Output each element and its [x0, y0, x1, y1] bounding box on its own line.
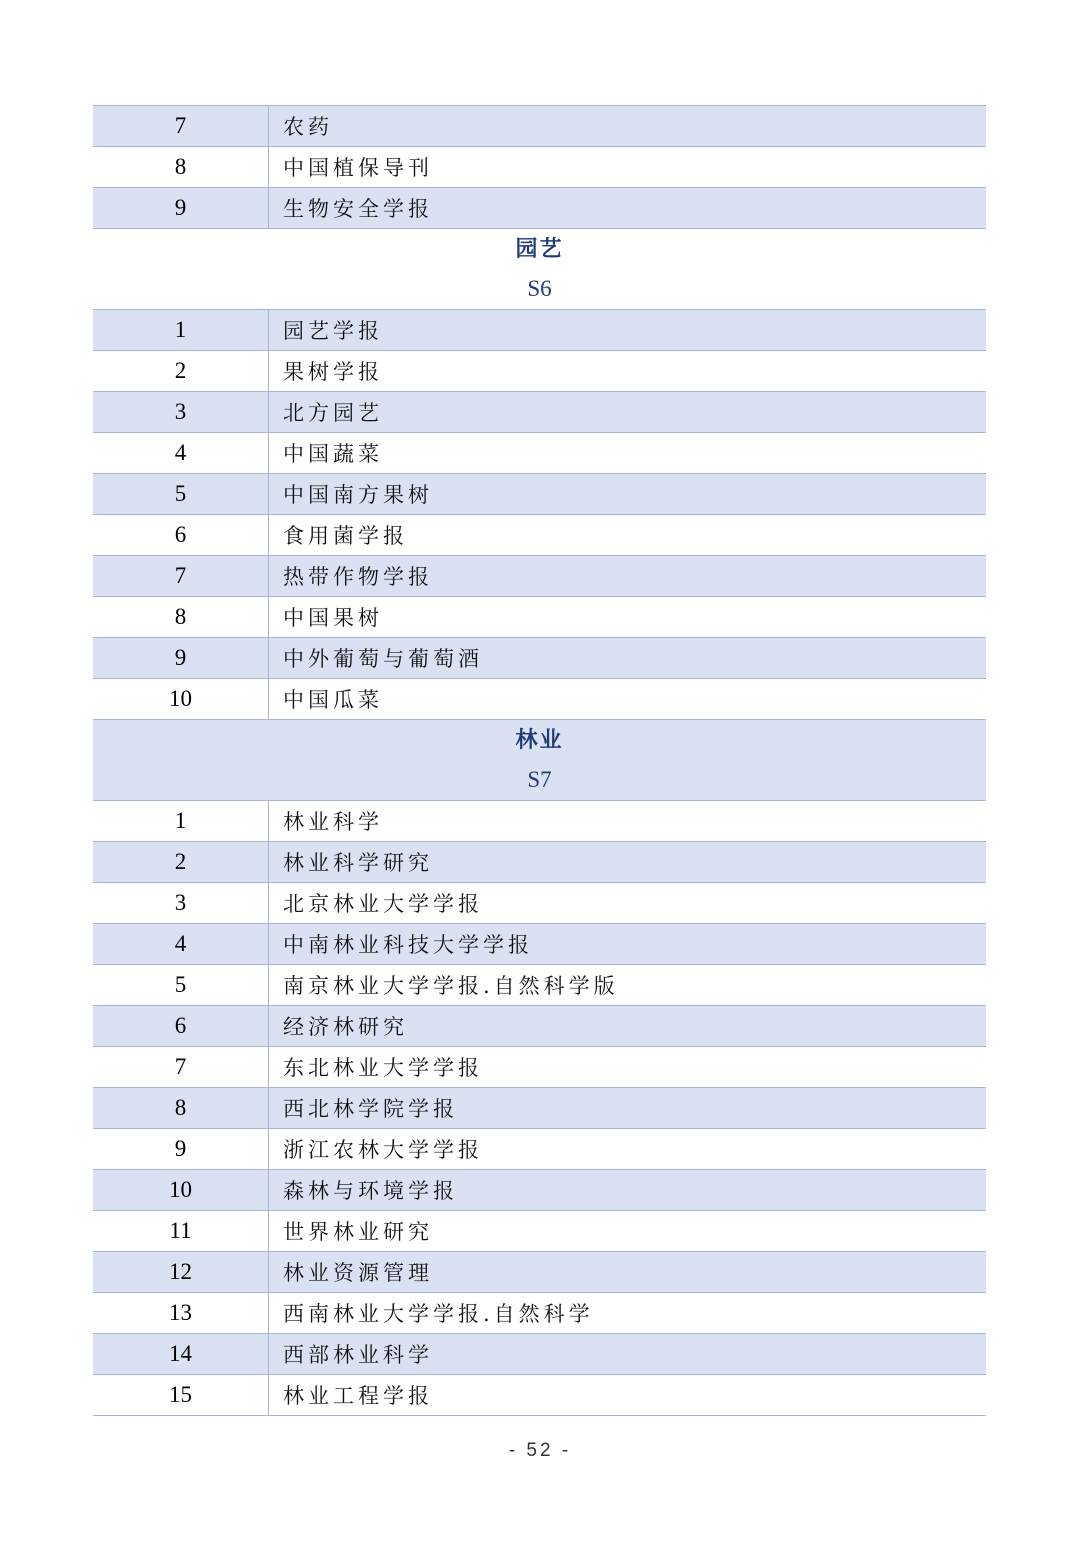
journal-name: 林业科学 [283, 810, 383, 834]
section-header-s6 [93, 229, 986, 310]
table-row [93, 474, 986, 515]
row-number: 8 [93, 147, 269, 187]
table-row [93, 433, 986, 474]
page-number: - 52 - [508, 1440, 572, 1461]
row-number: 15 [93, 1375, 269, 1415]
section-code: S6 [527, 276, 552, 301]
journal-name: 林业科学研究 [283, 851, 433, 875]
journal-name: 园艺学报 [283, 319, 383, 343]
row-number: 7 [93, 556, 269, 596]
journal-name: 中南林业科技大学学报 [283, 933, 533, 957]
table-row [93, 310, 986, 351]
journal-name: 林业资源管理 [283, 1261, 433, 1285]
journal-name: 林业工程学报 [283, 1384, 433, 1408]
section-title: 林业 [515, 727, 564, 753]
row-number: 7 [93, 106, 269, 146]
journal-name: 中国瓜菜 [283, 688, 383, 712]
row-number: 3 [93, 883, 269, 923]
table-row [93, 638, 986, 679]
row-number: 10 [93, 679, 269, 719]
table-row [93, 1375, 986, 1416]
journal-name: 世界林业研究 [283, 1220, 433, 1244]
table-row [93, 392, 986, 433]
journal-name: 西南林业大学学报.自然科学 [283, 1302, 594, 1326]
table-row [93, 1129, 986, 1170]
journal-name: 中国蔬菜 [283, 442, 383, 466]
row-number: 6 [93, 1006, 269, 1046]
journal-name: 经济林研究 [283, 1015, 408, 1039]
journal-name: 中国植保导刊 [283, 156, 433, 180]
row-number: 10 [93, 1170, 269, 1210]
table-row [93, 965, 986, 1006]
journal-name: 果树学报 [283, 360, 383, 384]
journal-name: 东北林业大学学报 [283, 1056, 483, 1080]
journal-name: 农药 [283, 115, 333, 139]
table-row [93, 924, 986, 965]
table-row [93, 1252, 986, 1293]
row-number: 1 [93, 801, 269, 841]
row-number: 13 [93, 1293, 269, 1333]
table-row [93, 1088, 986, 1129]
row-number: 9 [93, 1129, 269, 1169]
row-number: 4 [93, 924, 269, 964]
journal-name: 北京林业大学学报 [283, 892, 483, 916]
row-number: 5 [93, 474, 269, 514]
table-row [93, 556, 986, 597]
section-title: 园艺 [515, 236, 564, 262]
journal-name: 浙江农林大学学报 [283, 1138, 483, 1162]
row-number: 8 [93, 597, 269, 637]
row-number: 11 [93, 1211, 269, 1251]
table-row [93, 188, 986, 229]
journal-name: 中国果树 [283, 606, 383, 630]
journal-name: 北方园艺 [283, 401, 383, 425]
journal-table [93, 105, 986, 1416]
table-row [93, 1293, 986, 1334]
table-row [93, 1211, 986, 1252]
journal-name: 西北林学院学报 [283, 1097, 458, 1121]
section-header-s7 [93, 720, 986, 801]
row-number: 3 [93, 392, 269, 432]
table-row [93, 515, 986, 556]
table-row [93, 597, 986, 638]
table-row [93, 842, 986, 883]
table-row [93, 801, 986, 842]
row-number: 9 [93, 188, 269, 228]
journal-name: 食用菌学报 [283, 524, 408, 548]
row-number: 2 [93, 842, 269, 882]
journal-name: 中外葡萄与葡萄酒 [283, 647, 483, 671]
table-row [93, 679, 986, 720]
table-row [93, 883, 986, 924]
table-row [93, 147, 986, 188]
journal-name: 中国南方果树 [283, 483, 433, 507]
row-number: 14 [93, 1334, 269, 1374]
journal-name: 生物安全学报 [283, 197, 433, 221]
table-row [93, 1334, 986, 1375]
row-number: 4 [93, 433, 269, 473]
row-number: 8 [93, 1088, 269, 1128]
row-number: 6 [93, 515, 269, 555]
row-number: 2 [93, 351, 269, 391]
journal-name: 森林与环境学报 [283, 1179, 458, 1203]
table-row [93, 1047, 986, 1088]
journal-name: 热带作物学报 [283, 565, 433, 589]
section-code: S7 [527, 767, 552, 792]
row-number: 5 [93, 965, 269, 1005]
table-row [93, 1006, 986, 1047]
row-number: 12 [93, 1252, 269, 1292]
table-row [93, 351, 986, 392]
table-row [93, 1170, 986, 1211]
row-number: 7 [93, 1047, 269, 1087]
row-number: 9 [93, 638, 269, 678]
row-number: 1 [93, 310, 269, 350]
journal-name: 西部林业科学 [283, 1343, 433, 1367]
table-row [93, 106, 986, 147]
journal-name: 南京林业大学学报.自然科学版 [283, 974, 619, 998]
